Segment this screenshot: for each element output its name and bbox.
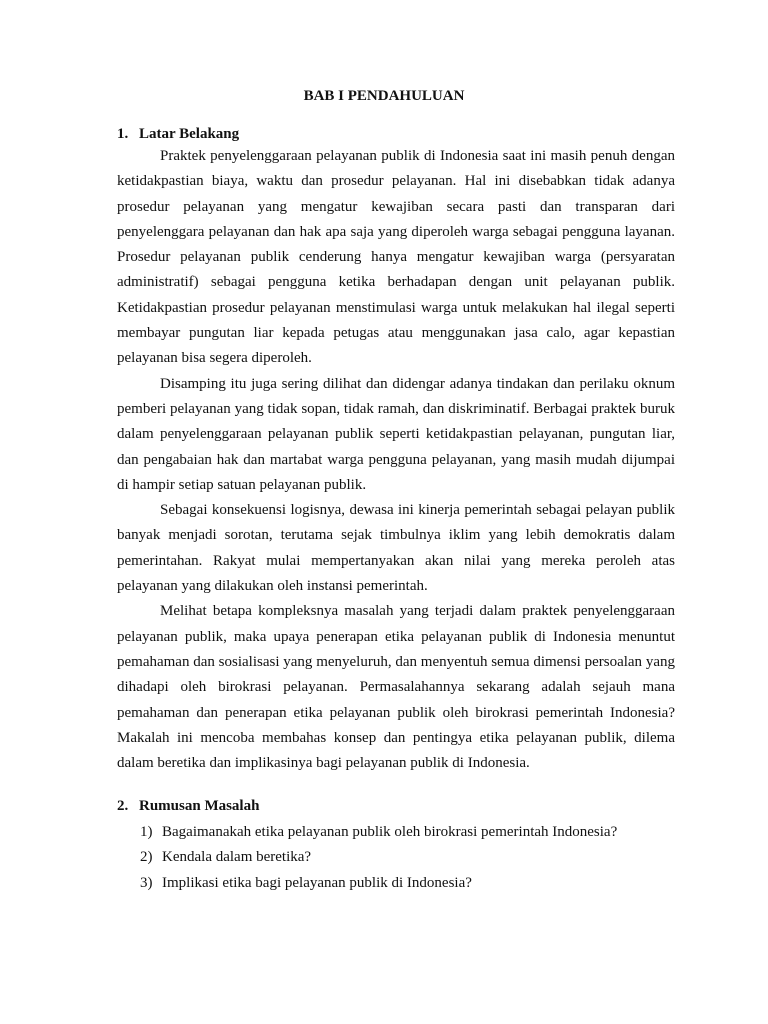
- problem-list: [140, 820, 617, 896]
- section-heading-background: [117, 124, 239, 144]
- list-marker: 3): [140, 874, 153, 891]
- list-marker: 1): [140, 824, 153, 840]
- list-item: [140, 845, 617, 870]
- background-body: [117, 144, 675, 776]
- paragraph: Melihat betapa kompleksnya masalah yang terjadi dalam praktek penyelenggaraan pelayanan publik, maka upaya penerapan etika pelayanan publik di Indonesia menuntut pemahaman dan sosialisasi yang menyeluruh, dan menyentuh semua dimensi persoalan yang dihadapi oleh birokrasi pelayanan. Permasalahannya sekarang adalah sejauh mana pemahaman dan penerapan etika pelayanan publik oleh birokrasi pemerintah Indonesia? Makalah ini mencoba membahas konsep dan pentingya etika pelayanan publik, dilema dalam beretika dan implikasinya bagi pelayanan publik di Indonesia.: [117, 603, 675, 772]
- list-marker: 2): [140, 849, 153, 866]
- list-item: [140, 871, 617, 896]
- section-number: 1.: [117, 126, 129, 142]
- list-item-text: Kendala dalam beretika?: [162, 849, 312, 866]
- section-number: 2.: [117, 798, 129, 814]
- paragraph: Disamping itu juga sering dilihat dan didengar adanya tindakan dan perilaku oknum pemberi pelayanan yang tidak sopan, tidak ramah, dan diskriminatif. Berbagai praktek buruk dalam penyelenggaraan pelayanan publik seperti ketidakpastian pelayanan, pungutan liar, dan pengabaian hak dan martabat warga pengguna pelayanan, yang masih mudah dijumpai di hampir setiap satuan pelayanan publik.: [117, 375, 675, 493]
- section-title: Rumusan Masalah: [139, 798, 260, 814]
- list-item-text: Bagaimanakah etika pelayanan publik oleh birokrasi pemerintah Indonesia?: [162, 824, 618, 840]
- list-item: [140, 820, 617, 845]
- chapter-title: BAB I PENDAHULUAN: [303, 88, 465, 104]
- list-item-text: Implikasi etika bagi pelayanan publik di Indonesia?: [162, 874, 472, 891]
- section-heading-problem-statement: [117, 796, 259, 816]
- section-title: Latar Belakang: [139, 126, 240, 142]
- paragraph: Sebagai konsekuensi logisnya, dewasa ini kinerja pemerintah sebagai pelayan publik banyak menjadi sorotan, terutama sejak timbulnya iklim yang lebih demokratis dalam pemerintahan. Rakyat mulai mempertanyakan akan nilai yang mereka peroleh atas pelayanan yang dilakukan oleh instansi pemerintah.: [117, 502, 675, 595]
- paragraph: Praktek penyelenggaraan pelayanan publik di Indonesia saat ini masih penuh dengan ketidakpastian biaya, waktu dan prosedur pelayanan. Hal ini disebabkan tidak adanya prosedur pelayanan yang mengatur kewajiban secara pasti dan transparan dari penyelenggara pelayanan dan hak apa saja yang diperoleh warga sebagai pengguna layanan. Prosedur pelayanan publik cenderung hanya mengatur kewajiban warga (persyaratan administratif) sebagai pengguna ketika berhadapan dengan unit pelayanan publik. Ketidakpastian prosedur pelayanan menstimulasi warga untuk melakukan hal ilegal seperti membayar pungutan liar kepada petugas atau menggunakan jasa calo, agar kepastian pelayanan bisa segera diperoleh.: [117, 148, 675, 367]
